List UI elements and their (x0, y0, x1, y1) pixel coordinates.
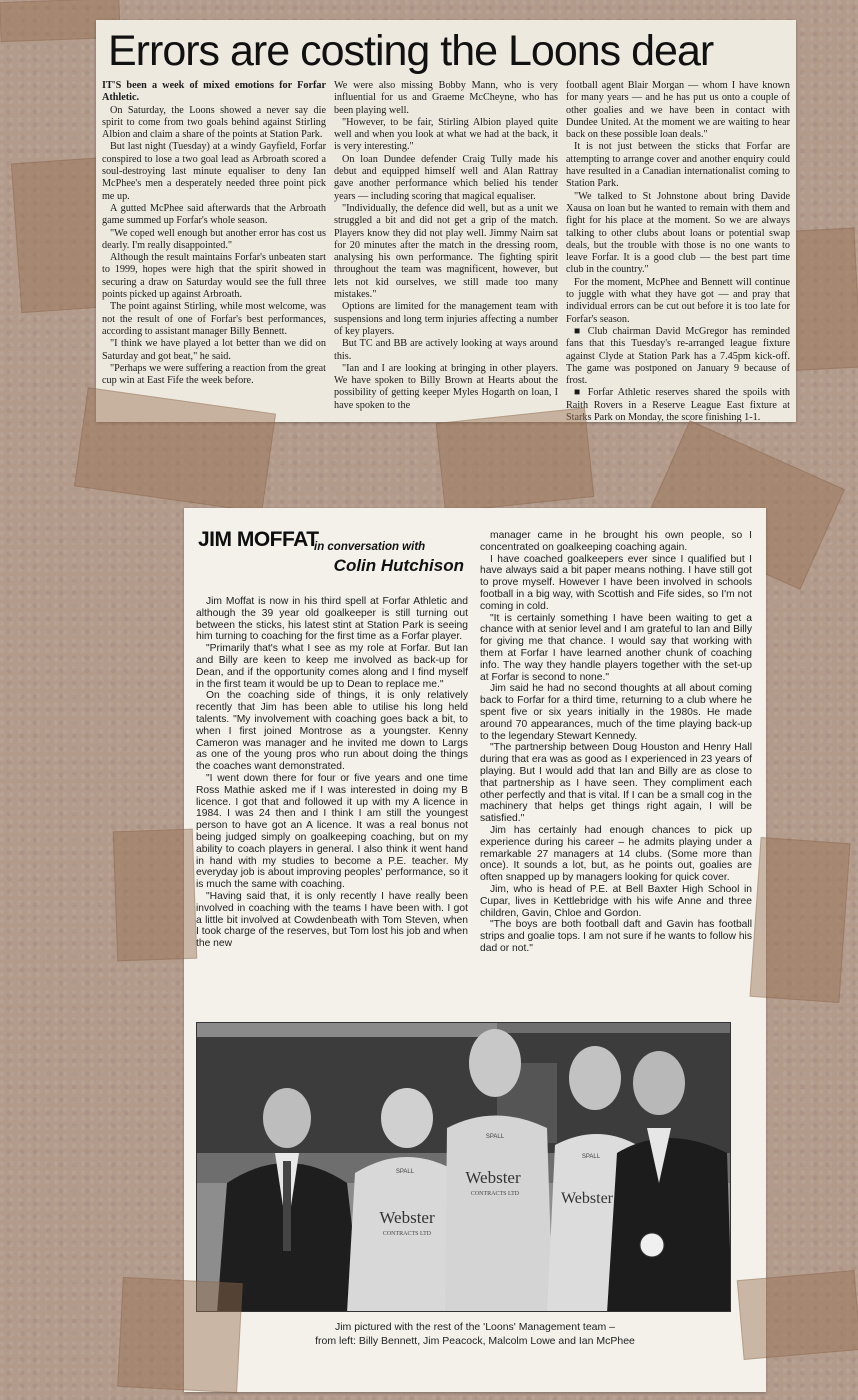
interview-paragraph: On the coaching side of things, it is only relatively recently that Jim has been able to utilise his long held talents. "My involvement with coaching goes back a bit, to when I first joined Montrose as a youngster. Kenny Cameron was manager and he invited me down to Largs as one of the young pros who run about doing the things the coaches want demonstrated. (196, 690, 468, 773)
article-paragraph: "We talked to St Johnstone about bring Davide Xausa on loan but he wanted to remain with them and fight for his place at the moment. So we are always talking to other clubs about loans or potential swap deals, but the trouble with those is no one wants to leave Forfar. It is a good club — the best part time club in the country." (566, 190, 790, 276)
left-paragraphs (196, 596, 468, 950)
article-paragraph: For the moment, McPhee and Bennett will continue to juggle with what they have got — and pray that individual errors can be cut out before it is too late for Forfar's season. (566, 276, 790, 325)
article-column (334, 80, 558, 422)
article-paragraph: "However, to be fair, Stirling Albion played quite well and when you look at what we had at the back, it is very interesting." (334, 116, 558, 153)
shirt-brand-text: SPALL (395, 1169, 415, 1175)
caption-line: from left: Billy Bennett, Jim Peacock, Malcolm Lowe and Ian McPhee (315, 1335, 635, 1347)
team-photo-illustration (197, 1023, 731, 1312)
article-paragraph: On loan Dundee defender Craig Tully made his debut and equipped himself well and Alan Rattray gave another performance which belied his tender years — including scoring that magical equaliser. (334, 153, 558, 202)
photo-caption (184, 1320, 766, 1348)
article-paragraph: IT'S been a week of mixed emotions for Forfar Athletic. (102, 80, 326, 104)
interview-left-column (196, 530, 468, 1020)
article-paragraph: A gutted McPhee said afterwards that the Arbroath game summed up Forfar's whole season. (102, 202, 326, 227)
right-paragraphs (480, 530, 752, 955)
interview-paragraph: Jim Moffat is now in his third spell at Forfar Athletic and although the 39 year old goalkeeper is still turning out between the sticks, his latest stint at Station Park is seeing him turning to coaching for the first time as a Forfar player. (196, 596, 468, 643)
article-paragraph: "Perhaps we were suffering a reaction from the great cup win at East Fife the week before. (102, 362, 326, 387)
interview-paragraph: I have coached goalkeepers ever since I qualified but I have always said a bit paper means nothing. I have still got to prove myself. However I have been involved in schools football in a big way, with Scottish and Fife sides, so I'm not coming in cold. (480, 553, 752, 612)
article-column (102, 80, 326, 422)
tape-strip (113, 829, 197, 962)
article-paragraph: "I think we have played a lot better than we did on Saturday and got beat," he said. (102, 338, 326, 362)
shirt-brand-text: SPALL (485, 1134, 505, 1140)
article-column (566, 80, 790, 422)
interview-paragraph: manager came in he brought his own people, so I concentrated on goalkeeping coaching again. (480, 530, 752, 553)
headline: Errors are costing the Loons dear (108, 27, 714, 75)
article-paragraph: We were also missing Bobby Mann, who is very influential for us and Graeme McCheyne, who has been playing well. (334, 80, 558, 116)
article-paragraph: The point against Stirling, while most welcome, was not the result of one of Forfar's best performances, according to assistant manager Billy Bennett. (102, 301, 326, 337)
interview-paragraph: Jim, who is head of P.E. at Bell Baxter High School in Cupar, lives in Kettlebridge with his wife Anne and three children, Gavin, Chloe and Gordon. (480, 883, 752, 919)
shirt-sponsor-subtext: CONTRACTS LTD (382, 1231, 432, 1237)
byline (196, 530, 468, 592)
interview-paragraph: Jim has certainly had enough chances to pick up experience during his career – he admits playing under a remarkable 27 managers at 14 clubs. (Some more than once). It sounds a lot, but, as he points out, goalies are often snapped up by managers looking for quick cover. (480, 824, 752, 884)
interviewee-name: JIM MOFFAT (198, 528, 319, 551)
shirt-brand-text: SPALL (581, 1154, 601, 1160)
interview-paragraph: "It is certainly something I have been waiting to get a chance with at senior level and I am grateful to Ian and Billy for giving me that chance. I would say that working with them at Forfar I have learned another chunk of coaching info. The way they handle players together with the set-up at Forfar is second to none." (480, 612, 752, 683)
tape-strip (117, 1277, 243, 1393)
shirt-sponsor-text: Webster (465, 1168, 521, 1187)
caption-line: Jim pictured with the rest of the 'Loons' Management team – (334, 1321, 616, 1333)
article-paragraph: "We coped well enough but another error has cost us dearly. I'm really disappointed." (102, 227, 326, 251)
newspaper-clipping-top (96, 20, 796, 422)
shirt-sponsor-text: Webster (379, 1208, 435, 1227)
interview-paragraph: "Having said that, it is only recently I have really been involved in coaching with the teams I have been with. I got a little bit involved at Cowdenbeath with Tom Steven, when I took charge of the reserves, but Tom lost his job and when the new (196, 890, 468, 950)
tape-strip (737, 1270, 858, 1360)
tape-strip (750, 837, 851, 1003)
article-paragraph: It is not just between the sticks that Forfar are attempting to arrange cover and another enquiry could have resulted in a Canadian internationalist coming to Station Park. (566, 141, 790, 190)
interview-paragraph: "The boys are both football daft and Gavin has football strips and goalie tops. I am not sure if he wants to follow his dad or not." (480, 919, 752, 954)
article-paragraph: "Individually, the defence did well, but as a unit we struggled a bit and did not get a grip of the match. Players know they did not play well. Jimmy Nairn sat for 20 minutes after the match in the dressing room, analysing his own performance. The fighting spirit throughout the team was magnificent, however, but lets not kid ourselves, we still made too many mistakes." (334, 202, 558, 301)
interview-paragraph: "The partnership between Doug Houston and Henry Hall during that era was as good as I experienced in 23 years of playing. But I would add that Ian and Billy are as close to that partnership as I have seen. They compliment each other perfectly and that is vital. If I can be a small cog in the machinery that helps get things right again, I will be satisfied." (480, 742, 752, 825)
interview-paragraph: "Primarily that's what I see as my role at Forfar. But Ian and Billy are keen to keep me involved as back-up for Dean, and if the opportunity comes along and I find myself in the first team it would be up to Dean to replace me." (196, 643, 468, 690)
byline-connector: in conversation with (314, 541, 426, 553)
interview-columns (184, 530, 766, 1020)
team-photo (196, 1022, 731, 1312)
article-paragraph: ■ Forfar Athletic reserves shared the spoils with Raith Rovers in a Reserve League East fixture at Starks Park on Monday, the score finishing 1-1. (566, 387, 790, 422)
interview-paragraph: "I went down there for four or five years and one time Ross Mathie asked me if I was interested in doing my B licence. I got that and followed it up with my A licence in 1984. I was 24 then and I think I am still the youngest person to have got an A licence. It was a real bonus not being judged simply on goalkeeping coaching, but on my ability to coach players in general. I also think it went hand in hand with my studies to become a P.E. teacher. My everyday job is about improving peoples' performance, so it is much the same with coaching. (196, 772, 468, 891)
article-columns (102, 80, 790, 422)
article-paragraph: Although the result maintains Forfar's unbeaten start to 1999, hopes were high that the spirit showed in securing a draw on Saturday would see the full three points picked up against Arbroath. (102, 252, 326, 301)
article-paragraph: "Ian and I are looking at bringing in other players. We have spoken to Billy Brown at Hearts about the possibility of getting keeper Myles Hogarth on loan, I have spoken to the (334, 362, 558, 411)
article-paragraph: But last night (Tuesday) at a windy Gayfield, Forfar conspired to lose a two goal lead as Arbroath scored a soul-destroying last minute equaliser to deny Ian McPhee's men a desperately needed three point pick me up. (102, 141, 326, 202)
interview-paragraph: Jim said he had no second thoughts at all about coming back to Forfar for a third time, returning to a club where he spent five or six years initially in the 1980s. He made around 70 appearances, much of the time playing back-up to the legendary Stewart Kennedy. (480, 683, 752, 742)
interviewer-name: Colin Hutchison (333, 556, 464, 575)
interview-right-column (480, 530, 752, 1020)
article-paragraph: Options are limited for the management team with suspensions and long term injuries affecting a number of key players. (334, 301, 558, 337)
shirt-sponsor-subtext: CONTRACTS LTD (470, 1191, 520, 1197)
tape-strip (436, 407, 595, 512)
article-paragraph: football agent Blair Morgan — whom I have known for many years — and he has put us onto a couple of other goalies and we have been in contact with Dundee United. At the moment we are waiting to hear back on these possible loan deals." (566, 80, 790, 141)
newspaper-clipping-interview (184, 508, 766, 1392)
article-paragraph: On Saturday, the Loons showed a never say die spirit to come from two goals behind against Stirling Albion and claim a share of the points at Station Park. (102, 104, 326, 141)
article-paragraph: ■ Club chairman David McGregor has reminded fans that this Tuesday's re-arranged league fixture against Clyde at Station Park has a 7.45pm kick-off. The game was postponed on January 9 because of frost. (566, 325, 790, 387)
article-paragraph: But TC and BB are actively looking at ways around this. (334, 338, 558, 362)
shirt-sponsor-text: Webster (560, 1190, 614, 1207)
